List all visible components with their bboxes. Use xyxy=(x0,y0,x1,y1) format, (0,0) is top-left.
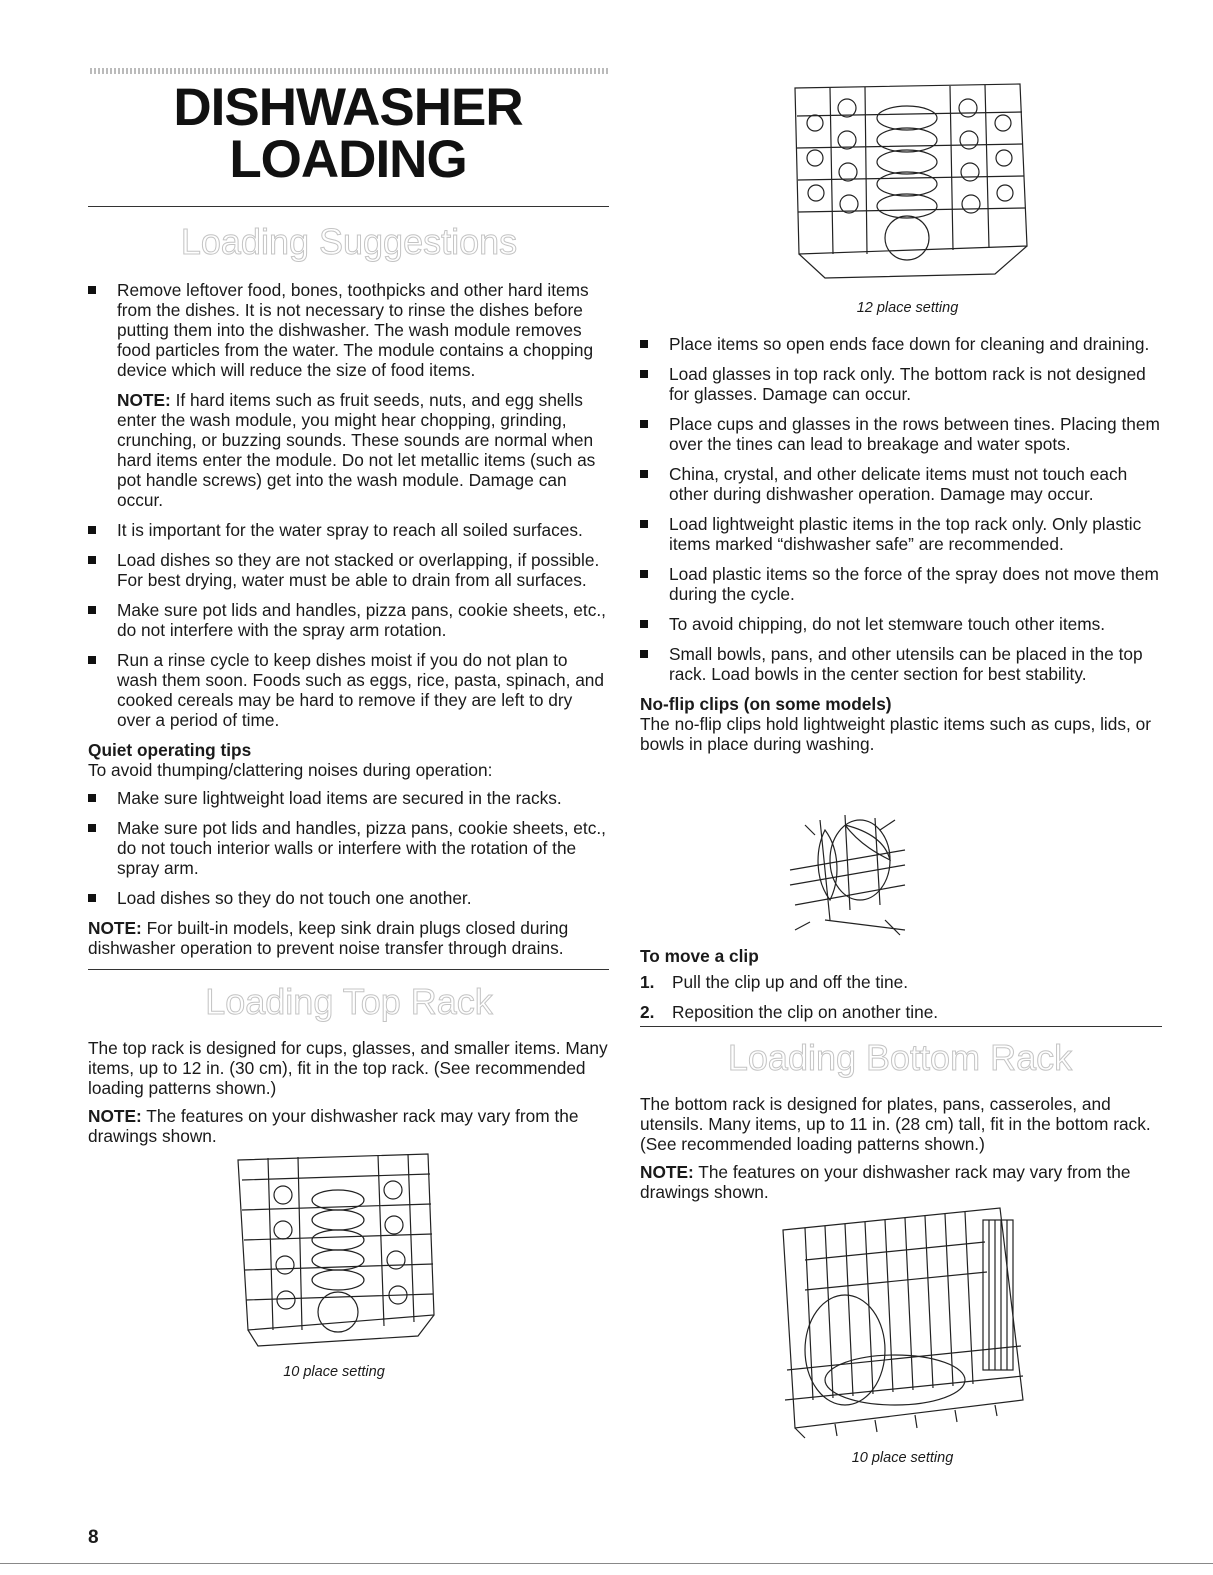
figure-caption: 10 place setting xyxy=(851,1450,954,1466)
list-item: Make sure lightweight load items are secured in the racks. xyxy=(88,788,610,808)
list-item: Load glasses in top rack only. The bottom rack is not designed for glasses. Damage can occur. xyxy=(640,364,1160,404)
bullet-icon xyxy=(640,420,648,428)
title-line-2: LOADING xyxy=(229,130,467,189)
top-rack-paragraph: The top rack is designed for cups, glasses, and smaller items. Many items, up to 12 in. (30 cm), fit in the top rack. (See recommended loading patterns shown.) xyxy=(88,1038,608,1098)
note-paragraph: NOTE: If hard items such as fruit seeds, nuts, and egg shells enter the wash module, you might hear chopping, grinding, crunching, or buzzing sounds. These sounds are normal when hard items enter the module. Do not let metallic items (such as pot handle screws) get into the wash module. Damage can occur. xyxy=(117,390,596,510)
bullet-icon xyxy=(88,656,96,664)
top-decorative-bar xyxy=(90,68,608,74)
list-item: Remove leftover food, bones, toothpicks and other hard items from the dishes. It is not necessary to rinse the dishes before putting them into the dishwasher. The wash module removes food particles from the water. The module contains a chopping device which will reduce the size of food items. xyxy=(88,280,610,380)
loading-suggestions-section xyxy=(88,222,610,966)
section-heading: Loading Bottom Rack xyxy=(727,1037,1073,1078)
quiet-intro: To avoid thumping/clattering noises during operation: xyxy=(88,760,493,780)
top-rack-10-place-illustration xyxy=(228,1140,440,1352)
bullet-icon xyxy=(640,340,648,348)
bullet-icon xyxy=(640,520,648,528)
figure-caption: 12 place setting xyxy=(856,300,959,316)
quiet-tips-heading: Quiet operating tips xyxy=(88,740,252,760)
list-item: Place items so open ends face down for cleaning and draining. xyxy=(640,334,1160,354)
bullet-icon xyxy=(640,620,648,628)
loading-top-rack-section xyxy=(88,982,610,1154)
section-heading: Loading Suggestions xyxy=(180,221,518,262)
bullet-icon xyxy=(640,370,648,378)
step-item: 1. Pull the clip up and off the tine. xyxy=(640,972,909,992)
bottom-rack-paragraph: The bottom rack is designed for plates, pans, casseroles, and utensils. Many items, up to 11 in. (28 cm) tall, fit in the bottom rack. (See recommended loading patterns shown.) xyxy=(640,1094,1151,1154)
list-item: Load dishes so they are not stacked or overlapping, if possible. For best drying, water must be able to drain from all surfaces. xyxy=(88,550,610,590)
list-item: Make sure pot lids and handles, pizza pans, cookie sheets, etc., do not touch interior walls or interfere with the rotation of the spray arm. xyxy=(88,818,610,878)
list-item: Place cups and glasses in the rows between tines. Placing them over the tines can lead to breakage and water spots. xyxy=(640,414,1160,454)
note-label: NOTE: xyxy=(117,390,171,410)
bullet-icon xyxy=(88,606,96,614)
suggestions-list xyxy=(88,280,610,380)
loading-bottom-rack-section xyxy=(640,1038,1160,1210)
divider xyxy=(88,969,609,970)
top-rack-tips-list xyxy=(640,334,1160,684)
quiet-note: NOTE: For built-in models, keep sink drain plugs closed during dishwasher operation to prevent noise transfer through drains. xyxy=(88,918,569,958)
step-item: 2. Reposition the clip on another tine. xyxy=(640,1002,939,1022)
title-line-1: DISHWASHER xyxy=(173,78,523,137)
bullet-icon xyxy=(88,894,96,902)
move-clip-heading: To move a clip xyxy=(640,946,759,966)
list-item: Load plastic items so the force of the spray does not move them during the cycle. xyxy=(640,564,1160,604)
quiet-tips-list xyxy=(88,788,610,908)
divider xyxy=(88,206,609,207)
top-rack-12-place-illustration xyxy=(785,78,1030,290)
bullet-icon xyxy=(640,650,648,658)
move-clip-section xyxy=(640,946,1160,1032)
bullet-icon xyxy=(88,526,96,534)
list-item: Load dishes so they do not touch one another. xyxy=(88,888,610,908)
list-item: Load lightweight plastic items in the top rack only. Only plastic items marked “dishwasher safe” are recommended. xyxy=(640,514,1160,554)
list-item: It is important for the water spray to reach all soiled surfaces. xyxy=(88,520,610,540)
page-title xyxy=(88,78,608,189)
bottom-rack-note: NOTE: The features on your dishwasher rack may vary from the drawings shown. xyxy=(640,1162,1131,1202)
top-rack-tips-section xyxy=(640,334,1160,762)
bullet-icon xyxy=(88,824,96,832)
bottom-rack-10-place-illustration xyxy=(775,1200,1030,1440)
bullet-icon xyxy=(88,794,96,802)
no-flip-clips-paragraph: The no-flip clips hold lightweight plastic items such as cups, lids, or bowls in place during washing. xyxy=(640,714,1151,754)
bullet-icon xyxy=(88,556,96,564)
bullet-icon xyxy=(640,570,648,578)
note-label: NOTE: xyxy=(88,1106,142,1126)
top-rack-note: NOTE: The features on your dishwasher rack may vary from the drawings shown. xyxy=(88,1106,579,1146)
list-item: To avoid chipping, do not let stemware touch other items. xyxy=(640,614,1160,634)
section-heading: Loading Top Rack xyxy=(205,981,493,1022)
bottom-edge-line xyxy=(0,1563,1213,1564)
list-item: China, crystal, and other delicate items must not touch each other during dishwasher operation. Damage may occur. xyxy=(640,464,1160,504)
move-clip-steps xyxy=(640,972,1160,1022)
list-item: Run a rinse cycle to keep dishes moist if you do not plan to wash them soon. Foods such as eggs, rice, pasta, spinach, and cooked cereals may be hard to remove if they are left to dry over a period of time. xyxy=(88,650,610,730)
note-label: NOTE: xyxy=(88,918,142,938)
note-label: NOTE: xyxy=(640,1162,694,1182)
divider xyxy=(640,1026,1162,1027)
list-item: Make sure pot lids and handles, pizza pans, cookie sheets, etc., do not interfere with the spray arm rotation. xyxy=(88,600,610,640)
list-item: Small bowls, pans, and other utensils can be placed in the top rack. Load bowls in the center section for best stability. xyxy=(640,644,1160,684)
page-number: 8 xyxy=(88,1527,99,1548)
figure-caption: 10 place setting xyxy=(283,1364,385,1380)
bullet-icon xyxy=(88,286,96,294)
suggestions-list-cont xyxy=(88,520,610,730)
bullet-icon xyxy=(640,470,648,478)
no-flip-clip-illustration xyxy=(785,810,910,940)
no-flip-clips-heading: No-flip clips (on some models) xyxy=(640,694,892,714)
